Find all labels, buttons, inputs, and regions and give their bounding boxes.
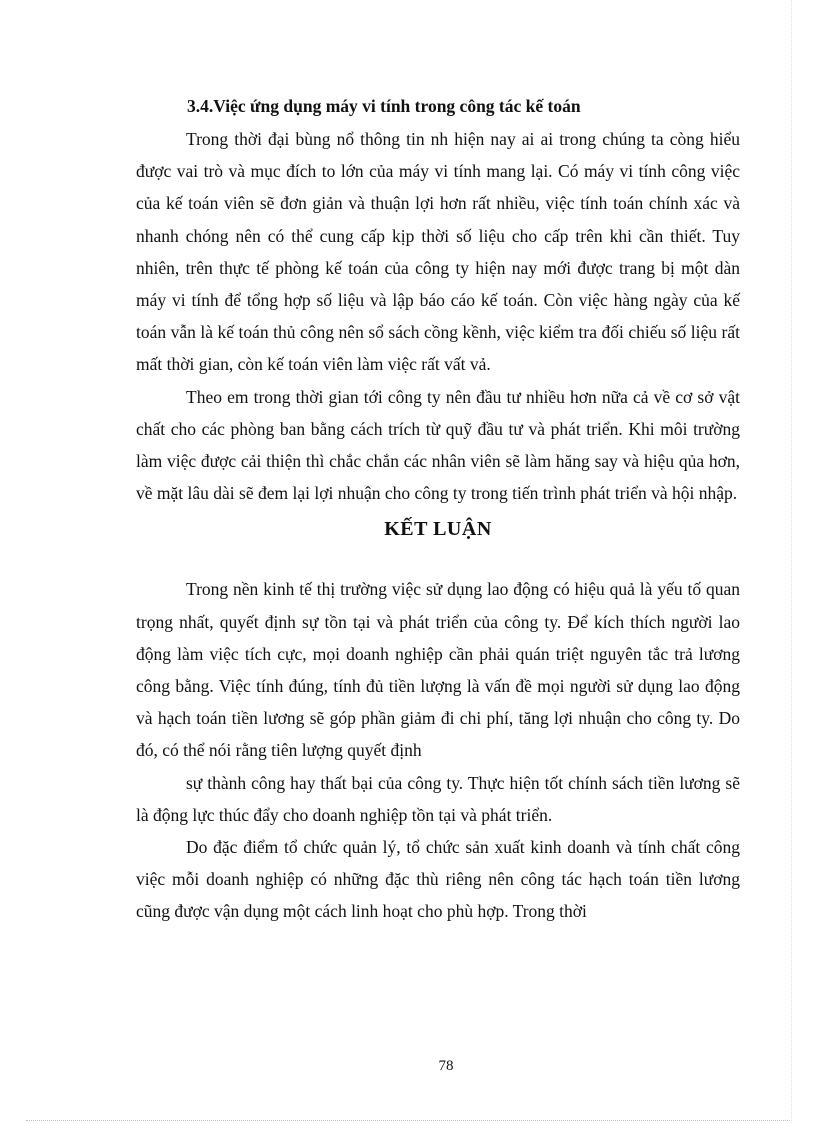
right-divider — [791, 0, 792, 1123]
conclusion-paragraph-2: Do đặc điểm tổ chức quản lý, tổ chức sản xuất kinh doanh và tính chất công việc mỗi doanh nghiệp có những đặc thù riêng nên công tác hạch toán tiền lương cũng được vận dụng một cách linh hoạt cho phù hợp. Trong thời — [136, 837, 740, 922]
page-number: 78 — [438, 1058, 454, 1074]
section-heading: 3.4.Việc ứng dụng máy vi tính trong công tác kế toán — [187, 96, 581, 116]
section-paragraph-2: Theo em trong thời gian tới công ty nên đầu tư nhiều hơn nữa cả về cơ sở vật chất cho các phòng ban bằng cách trích từ quỹ đầu tư và phát triển. Khi môi trường làm việc được cải thiện thì chắc chắn các nhân viên sẽ làm hăng say và hiệu qủa hơn, về mặt lâu dài sẽ đem lại lợi nhuận cho công ty trong tiến trình phát triển và hội nhập. — [136, 386, 740, 504]
page-content — [136, 92, 740, 928]
section-paragraph-1: Trong thời đại bùng nổ thông tin nh hiện nay ai ai trong chúng ta còng hiểu được vai trò và mục đích to lớn của máy vi tính mang lại. Có máy vi tính công việc của kế toán viên sẽ đơn giản và thuận lợi hơn rất nhiều, việc tính toán chính xác và nhanh chóng nên có thể cung cấp kịp thời số liệu cho cấp trên khi cần thiết. Tuy nhiên, trên thực tế phòng kế toán của công ty hiện nay mới được trang bị một dàn máy vi tính để tổng hợp số liệu và lập báo cáo kế toán. Còn việc hàng ngày của kế toán vẫn là kế toán thủ công nên sổ sách cồng kềnh, việc kiểm tra đối chiếu số liệu rất mất thời gian, còn kế toán viên làm việc rất vất vả. — [136, 129, 740, 375]
bottom-divider — [26, 1120, 790, 1121]
conclusion-paragraph-1-continued: sự thành công hay thất bại của công ty. Thực hiện tốt chính sách tiền lương sẽ là động lực thúc đẩy cho doanh nghiệp tồn tại và phát triển. — [136, 772, 740, 825]
conclusion-paragraph-1: Trong nền kinh tế thị trường việc sử dụng lao động có hiệu quả là yếu tố quan trọng nhất, quyết định sự tồn tại và phát triển của công ty. Để kích thích người lao động làm việc tích cực, mọi doanh nghiệp cần phải quán triệt nguyên tắc trả lương công bằng. Việc tính đúng, tính đủ tiền lượng là vấn đề mọi người sử dụng lao động và hạch toán tiền lương sẽ góp phần giảm đi chi phí, tăng lợi nhuận cho công ty. Do đó, có thể nói rằng tiên lượng quyết định — [136, 579, 740, 761]
spacer — [136, 545, 740, 573]
conclusion-title: KẾT LUẬN — [384, 518, 492, 541]
